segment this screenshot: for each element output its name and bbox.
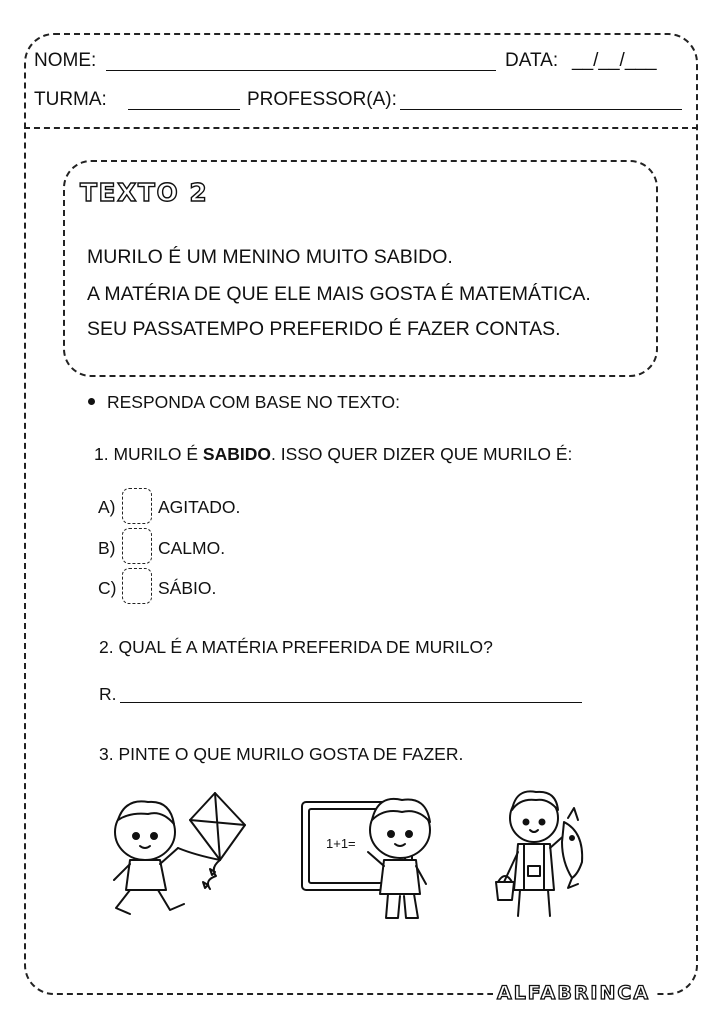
option-b-checkbox[interactable] <box>122 528 152 564</box>
date-label: DATA: <box>505 50 559 71</box>
class-label: TURMA: <box>34 89 107 110</box>
answer-field[interactable] <box>120 702 582 703</box>
chalkboard-text: 1+1= <box>326 836 356 851</box>
teacher-field[interactable] <box>400 109 682 110</box>
question-3: 3. PINTE O QUE MURILO GOSTA DE FAZER. <box>99 744 464 764</box>
option-letter: B) <box>98 538 116 558</box>
question-1-keyword: SABIDO <box>202 444 271 464</box>
question-2: 2. QUAL É A MATÉRIA PREFERIDA DE MURILO? <box>99 637 493 657</box>
option-c-checkbox[interactable] <box>122 568 152 604</box>
date-field[interactable]: __/__/___ <box>572 50 657 71</box>
name-field[interactable] <box>106 70 496 71</box>
option-text: SÁBIO. <box>158 578 217 598</box>
bullet-icon <box>88 398 95 405</box>
text-line: A MATÉRIA DE QUE ELE MAIS GOSTA É MATEMÁTICA. <box>87 283 591 305</box>
kite-boy-illustration[interactable] <box>100 790 250 925</box>
text-line: MURILO É UM MENINO MUITO SABIDO. <box>87 246 453 268</box>
teacher-label: PROFESSOR(A): <box>247 89 397 110</box>
option-a-checkbox[interactable] <box>122 488 152 524</box>
text-line: SEU PASSATEMPO PREFERIDO É FAZER CONTAS. <box>87 318 561 340</box>
option-text: AGITADO. <box>158 497 241 517</box>
option-text: CALMO. <box>158 538 226 558</box>
question-1 <box>94 444 572 465</box>
question-1-suffix: . ISSO QUER DIZER QUE MURILO É: <box>270 444 573 464</box>
class-field[interactable] <box>128 109 240 110</box>
name-label: NOME: <box>34 50 97 71</box>
chalkboard-boy-illustration[interactable] <box>300 790 450 930</box>
instruction-text: RESPONDA COM BASE NO TEXTO: <box>107 392 401 412</box>
question-1-prefix: 1. MURILO É <box>94 444 203 464</box>
header-section <box>24 33 698 129</box>
option-letter: A) <box>98 497 116 517</box>
text-title: TEXTO 2 <box>80 178 209 207</box>
answer-label: R. <box>99 684 117 704</box>
brand-logo: ALFABRINCA <box>493 982 654 1004</box>
option-letter: C) <box>98 578 117 598</box>
fishing-boy-illustration[interactable] <box>492 782 602 922</box>
